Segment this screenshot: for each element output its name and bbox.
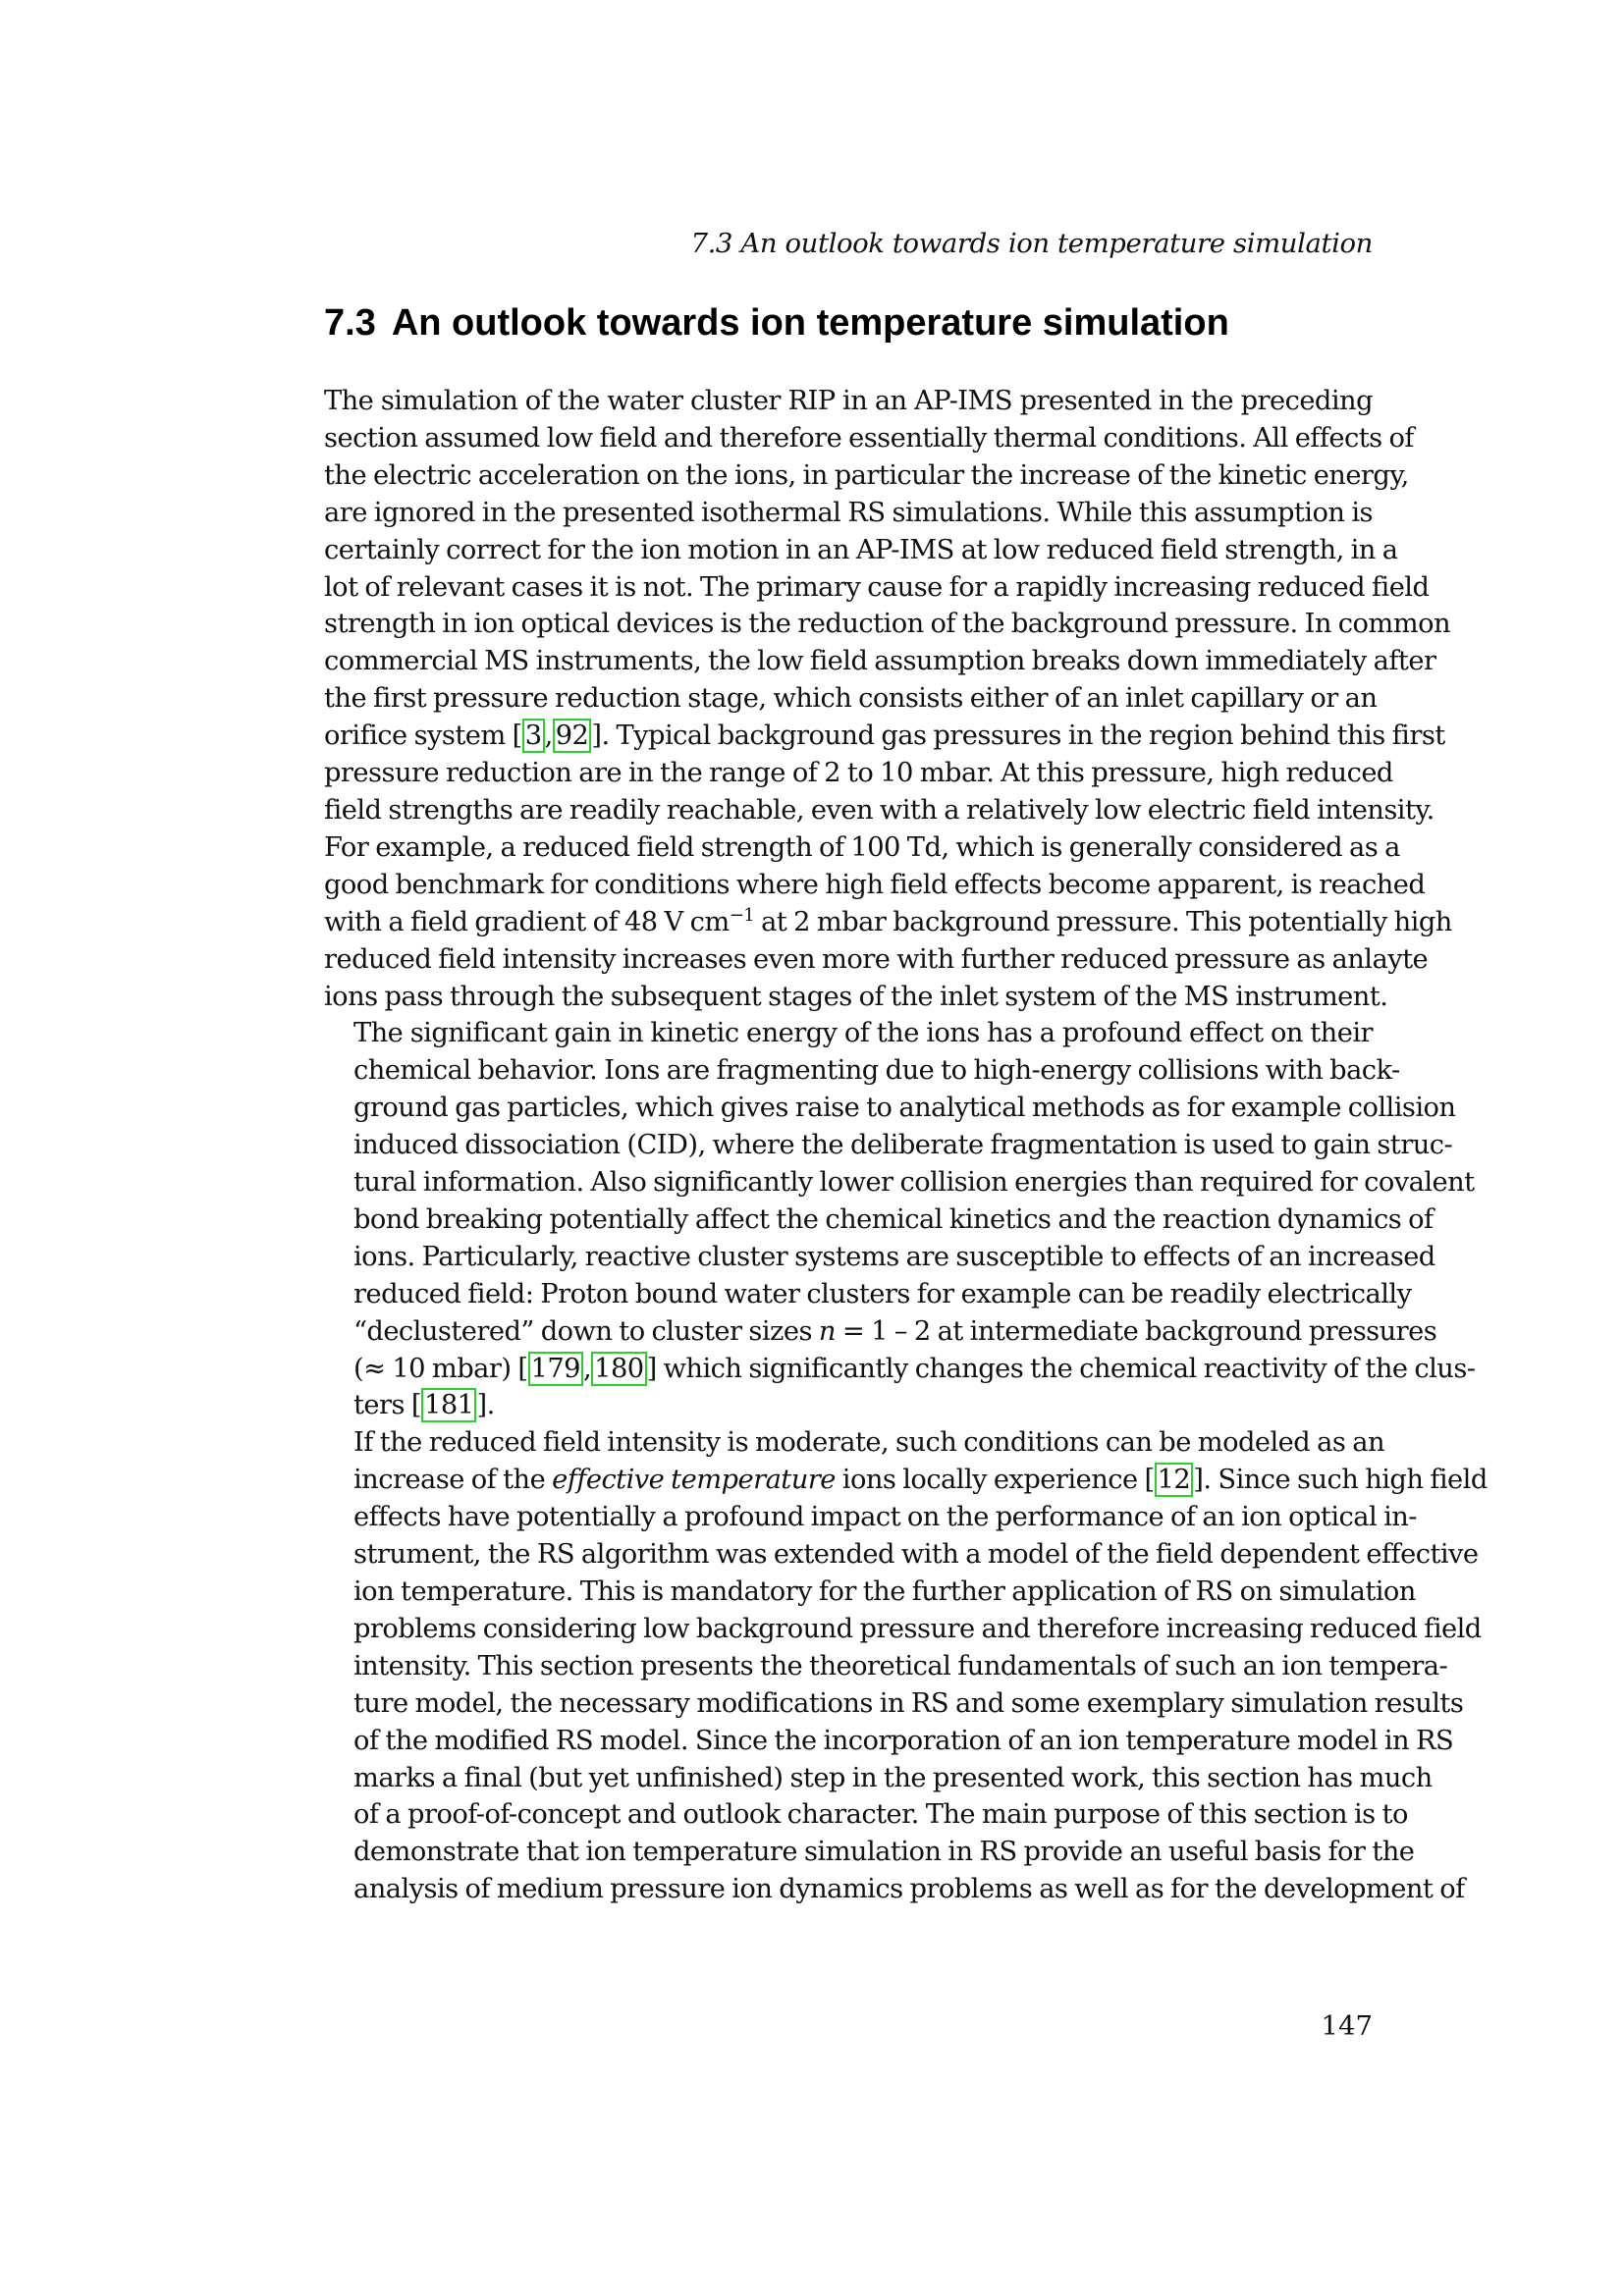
emphasis: effective temperature [552, 1465, 836, 1496]
text-line: field strengths are readily reachable, even with a relatively low electric field intensity. [324, 794, 1435, 826]
text-line: bond breaking potentially affect the chemical kinetics and the reaction dynamics of [353, 1203, 1434, 1235]
text-line: The significant gain in kinetic energy of the ions has a profound effect on their [353, 1018, 1373, 1049]
page-number: 147 [1321, 2010, 1373, 2042]
paragraph-1 [324, 383, 1452, 1015]
running-head: 7.3 An outlook towards ion temperature simulation [690, 228, 1373, 259]
text-line: the electric acceleration on the ions, in particular the increase of the kinetic energy, [324, 459, 1409, 491]
text-line: ions pass through the subsequent stages of the inlet system of the MS instrument. [324, 981, 1388, 1012]
section-heading [324, 302, 1373, 345]
text-line: ions. Particularly, reactive cluster systems are susceptible to effects of an increased [353, 1241, 1435, 1272]
text-line: are ignored in the presented isothermal RS simulations. While this assumption is [324, 497, 1373, 528]
text-line: pressure reduction are in the range of 2 to 10 mbar. At this pressure, high reduced [324, 758, 1393, 789]
text-run: which significantly changes the chemical reactivity of the clus- [656, 1353, 1476, 1384]
text-line: ters [ 181 ]. [353, 1390, 495, 1421]
text-line: lot of relevant cases it is not. The primary cause for a rapidly increasing reduced field [324, 571, 1430, 603]
text-line: For example, a reduced field strength of 100 Td, which is generally considered as a [324, 831, 1400, 863]
text-line: the first pressure reduction stage, which consists either of an inlet capillary or an [324, 683, 1378, 715]
math-variable: n [818, 1315, 836, 1347]
text-line: strength in ion optical devices is the reduction of the background pressure. In common [324, 609, 1451, 640]
text-line: The simulation of the water cluster RIP in an AP-IMS presented in the preceding [324, 386, 1373, 416]
text-line: tural information. Also significantly lower collision energies than required for covalent [353, 1167, 1475, 1199]
text-run: ters [353, 1390, 411, 1421]
text-run: . Since such high field [1203, 1465, 1488, 1496]
text-line: problems considering low background pressure and therefore increasing reduced field [353, 1613, 1482, 1644]
text-line: of a proof-of-concept and outlook character. The main purpose of this section is to [353, 1799, 1408, 1831]
text-line: ture model, the necessary modifications in RS and some exemplary simulation results [353, 1687, 1464, 1719]
text-line: increase of the effective temperature ions locally experience [ 12 ]. Since such high field [353, 1465, 1488, 1496]
superscript: −1 [729, 904, 755, 926]
text-line: commercial MS instruments, the low field assumption breaks down immediately after [324, 646, 1436, 677]
text-line: marks a final (but yet unfinished) step in the presented work, this section has much [353, 1762, 1433, 1793]
citation-link-12[interactable]: 12 [1155, 1463, 1194, 1497]
citation-link-179[interactable]: 179 [528, 1352, 583, 1386]
text-line: analysis of medium pressure ion dynamics problems as well as for the development of [353, 1874, 1465, 1905]
text-line: orifice system [ 3 , 92 ]. Typical background gas pressures in the region behind this first [324, 721, 1445, 752]
paragraph-2 [324, 1015, 1476, 1424]
citation-link-180[interactable]: 180 [591, 1352, 646, 1386]
text-line: certainly correct for the ion motion in an AP-IMS at low reduced field strength, in a [324, 534, 1398, 565]
text-line: demonstrate that ion temperature simulation in RS provide an useful basis for the [353, 1837, 1415, 1868]
text-run: increase of the [353, 1465, 553, 1496]
text-line [324, 1313, 1437, 1351]
text-run: with a field gradient of 48 V cm [324, 906, 730, 937]
section-number: 7.3 [324, 302, 376, 344]
text-line: section assumed low field and therefore essentially thermal conditions. All effects of [324, 422, 1414, 454]
text-run: at 2 mbar background pressure. This potentially high [754, 906, 1452, 937]
text-line: of the modified RS model. Since the incorporation of an ion temperature model in RS [353, 1725, 1454, 1756]
citation-separator: , [544, 721, 553, 752]
citation-link-181[interactable]: 181 [421, 1388, 476, 1422]
text-line: intensity. This section presents the theoretical fundamentals of such an ion tempera- [353, 1650, 1448, 1682]
text-run: = 1 – 2 at intermediate background pressures [835, 1315, 1437, 1347]
body-text [324, 383, 1488, 1908]
text-run: “declustered” down to cluster sizes [353, 1315, 819, 1347]
text-line: (≈ 10 mbar) [ 179 , 180 ] which significantly changes the chemical reactivity of the clus- [353, 1353, 1476, 1384]
text-run: . Typical background gas pressures in the region behind this first [601, 721, 1445, 752]
paragraph-3 [324, 1424, 1488, 1908]
text-line: ground gas particles, which gives raise to analytical methods as for example collision [353, 1093, 1456, 1124]
text-line: If the reduced field intensity is moderate, such conditions can be modeled as an [353, 1427, 1385, 1459]
text-line: good benchmark for conditions where high field effects become apparent, is reached [324, 869, 1426, 900]
text-line: induced dissociation (CID), where the deliberate fragmentation is used to gain struc- [353, 1130, 1453, 1161]
citation-link-3[interactable]: 3 [522, 719, 545, 753]
text-line: reduced field intensity increases even more with further reduced pressure as anlayte [324, 943, 1429, 975]
text-line: reduced field: Proton bound water clusters for example can be readily electrically [353, 1278, 1412, 1309]
text-line [324, 904, 1452, 941]
citation-link-92[interactable]: 92 [553, 719, 592, 753]
text-line: chemical behavior. Ions are fragmenting due to high-energy collisions with back- [353, 1055, 1400, 1087]
text-run: . [486, 1390, 495, 1421]
text-line: effects have potentially a profound impact on the performance of an ion optical in- [353, 1502, 1417, 1533]
text-line: strument, the RS algorithm was extended with a model of the field dependent effective [353, 1539, 1479, 1571]
text-run: ions locally experience [835, 1465, 1145, 1496]
text-run: (≈ 10 mbar) [353, 1353, 518, 1384]
section-title-text: An outlook towards ion temperature simulation [391, 302, 1229, 344]
text-line: ion temperature. This is mandatory for the further application of RS on simulation [353, 1576, 1416, 1607]
citation-separator: , [582, 1353, 592, 1384]
text-run: orifice system [324, 721, 513, 752]
